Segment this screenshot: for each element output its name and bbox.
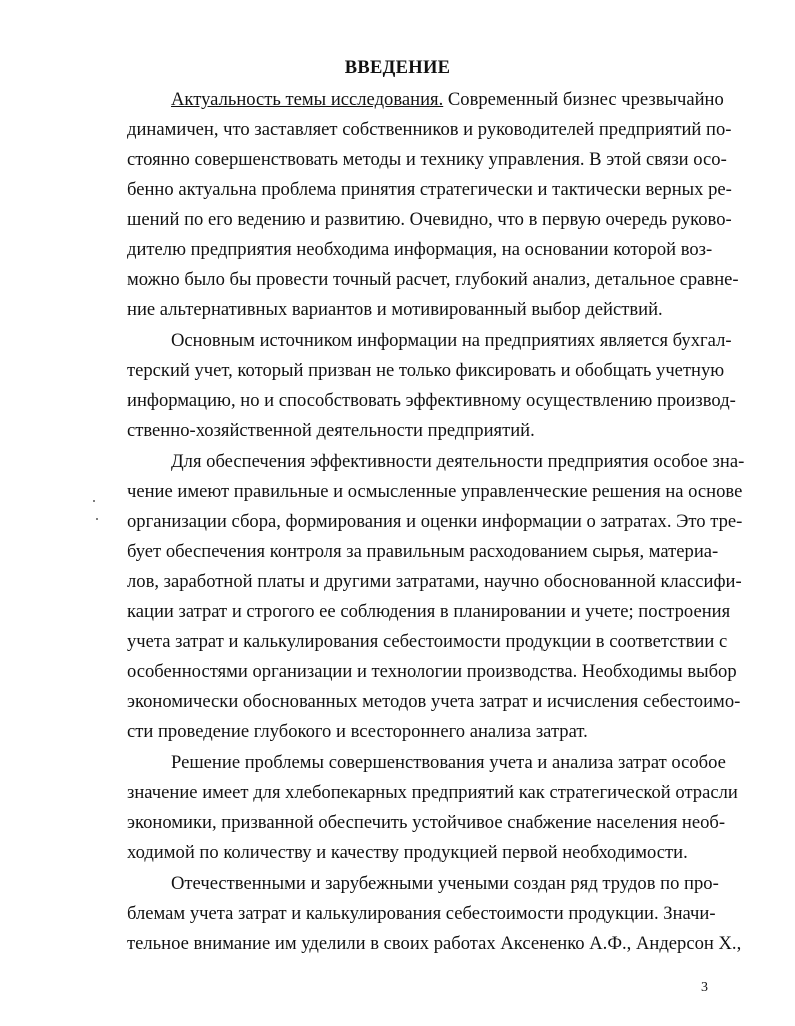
text-line: шений по его ведению и развитию. Очевидно, что в первую очередь руково- [127,209,732,230]
text-line: сти проведение глубокого и всестороннего анализа затрат. [127,721,588,742]
text-line: Для обеспечения эффективности деятельности предприятия особое зна- [171,451,745,472]
text-line: ходимой по количеству и качеству продукцией первой необходимости. [127,842,688,863]
scan-speck [93,500,95,502]
text-line: бует обеспечения контроля за правильным расходованием сырья, материа- [127,541,719,562]
text-line: дителю предприятия необходима информация, на основании которой воз- [127,239,713,260]
text-line: информацию, но и способствовать эффективному осуществлению производ- [127,390,736,411]
text-line: ственно-хозяйственной деятельности предприятий. [127,420,535,441]
scan-speck [96,518,98,520]
text-line: Основным источником информации на предприятиях является бухгал- [171,330,732,351]
text-line: экономики, призванной обеспечить устойчивое снабжение населения необ- [127,812,726,833]
text-line: организации сбора, формирования и оценки информации о затратах. Это тре- [127,511,743,532]
text-line: терский учет, который призван не только фиксировать и обобщать учетную [127,360,725,381]
text-line: особенностями организации и технологии производства. Необходимы выбор [127,661,737,682]
text-line: Решение проблемы совершенствования учета и анализа затрат особое [171,752,726,773]
page-number: 3 [701,980,708,995]
text-line: тельное внимание им уделили в своих работах Аксененко А.Ф., Андерсон Х., [127,933,742,954]
lead-phrase: Актуальность темы исследования. [171,89,444,110]
page-title: ВВЕДЕНИЕ [344,58,451,78]
text-line-rest: Современный бизнес чрезвычайно [443,89,724,110]
text-line: динамичен, что заставляет собственников и руководителей предприятий по- [127,119,732,140]
text-line: экономически обоснованных методов учета затрат и исчисления себестоимо- [127,691,741,712]
text-line: ние альтернативных вариантов и мотивированный выбор действий. [127,299,663,320]
text-line [171,85,724,115]
text-line: лов, заработной платы и другими затратами, научно обоснованной классифи- [127,571,742,592]
text-line: значение имеет для хлебопекарных предприятий как стратегической отрасли [127,782,738,803]
text-line: стоянно совершенствовать методы и технику управления. В этой связи осо- [127,149,727,170]
text-line: учета затрат и калькулирования себестоимости продукции в соответствии с [127,631,728,652]
text-line: можно было бы провести точный расчет, глубокий анализ, детальное сравне- [127,269,739,290]
text-line: бенно актуальна проблема принятия стратегически и тактически верных ре- [127,179,732,200]
text-line: Отечественными и зарубежными учеными создан ряд трудов по про- [171,873,719,894]
text-line: блемам учета затрат и калькулирования себестоимости продукции. Значи- [127,903,716,924]
text-line: кации затрат и строгого ее соблюдения в планировании и учете; построения [127,601,731,622]
text-line: чение имеют правильные и осмысленные управленческие решения на основе [127,481,743,502]
